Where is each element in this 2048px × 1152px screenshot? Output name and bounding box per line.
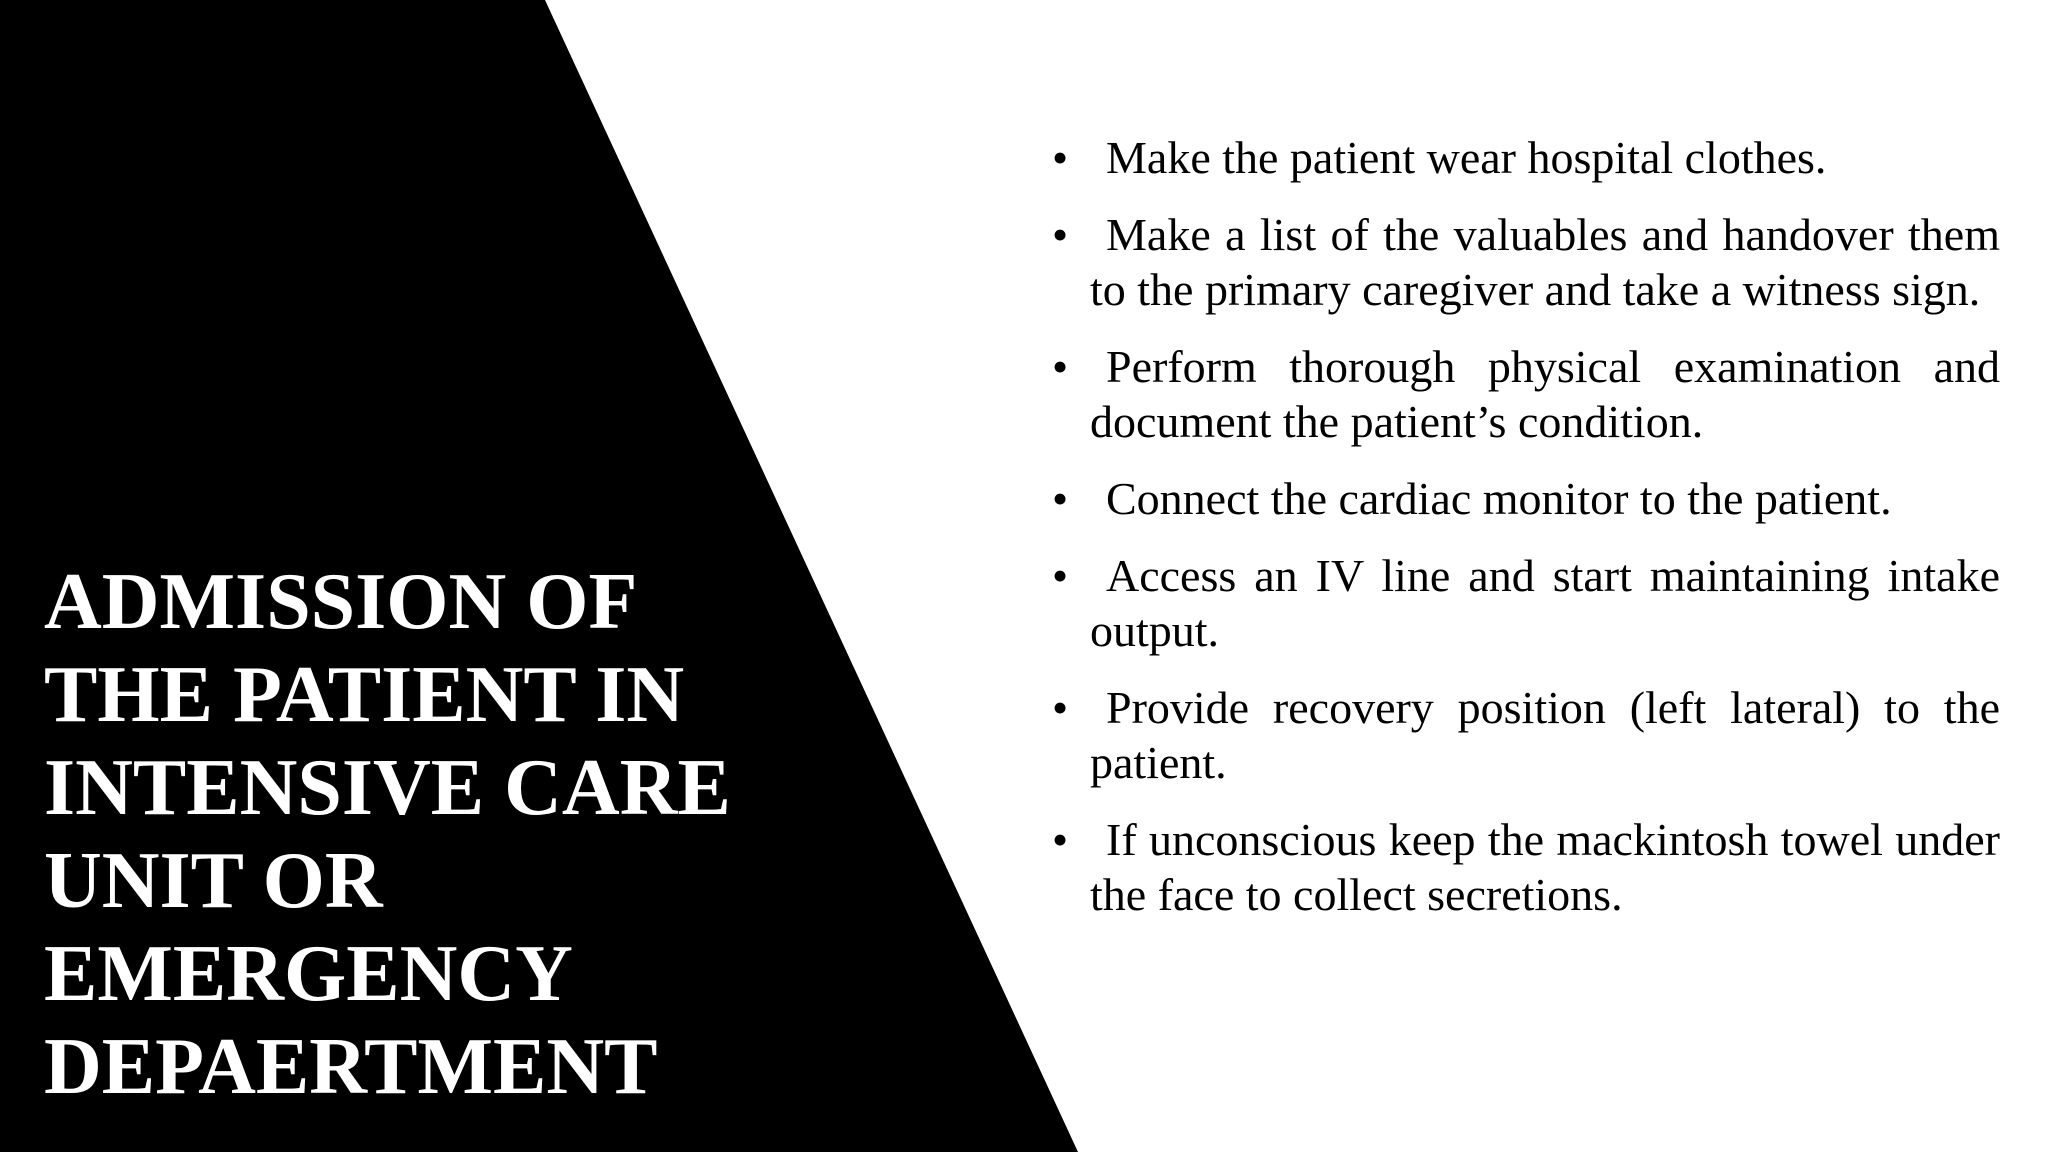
title-line: THE PATIENT IN — [44, 651, 685, 739]
bullet-list — [1040, 130, 2000, 944]
title-line: EMERGENCY — [44, 930, 573, 1018]
bullet-text: Provide recovery position (left lateral) to the patient. — [1090, 682, 2000, 788]
bullet-text: Make the patient wear hospital clothes. — [1106, 132, 1827, 183]
bullet-icon: • — [1052, 341, 1069, 392]
bullet-icon: • — [1052, 550, 1069, 601]
list-item — [1040, 339, 2000, 449]
bullet-icon: • — [1052, 682, 1069, 733]
bullet-icon: • — [1052, 209, 1069, 260]
list-item — [1040, 812, 2000, 922]
title-line: UNIT OR — [44, 837, 383, 925]
bullet-text: Connect the cardiac monitor to the patient. — [1106, 473, 1892, 524]
list-item — [1040, 471, 2000, 526]
title-line: DEPAERTMENT — [44, 1023, 658, 1111]
bullet-text: If unconscious keep the mackintosh towel under the face to collect secretions. — [1090, 814, 2000, 920]
list-item — [1040, 130, 2000, 185]
bullet-text: Make a list of the valuables and handover them to the primary caregiver and take a witness sign. — [1090, 209, 2000, 315]
title-line: ADMISSION OF — [44, 558, 638, 646]
list-item — [1040, 680, 2000, 790]
list-item — [1040, 207, 2000, 317]
bullet-text: Access an IV line and start maintaining intake output. — [1090, 550, 2000, 656]
title-line: INTENSIVE CARE — [44, 744, 731, 832]
list-item — [1040, 548, 2000, 658]
slide-title — [44, 556, 804, 1114]
bullet-icon: • — [1052, 473, 1069, 524]
bullet-text: Perform thorough physical examination and document the patient’s condition. — [1090, 341, 2000, 447]
bullet-icon: • — [1052, 132, 1069, 183]
bullet-icon: • — [1052, 814, 1069, 865]
